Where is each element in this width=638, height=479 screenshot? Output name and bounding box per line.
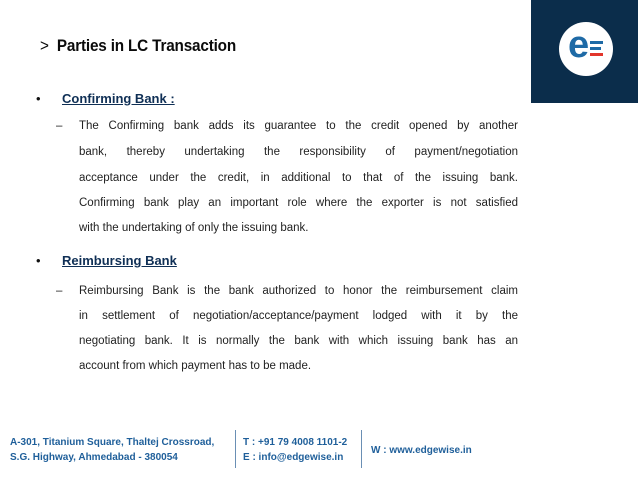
bullet-icon: • bbox=[36, 253, 41, 268]
footer-divider bbox=[235, 430, 236, 468]
text-line: The Confirming bank adds its guarantee to the credit opened by another bbox=[79, 120, 518, 132]
chevron-right-icon: > bbox=[40, 36, 49, 55]
text-line: account from which payment has to be made. bbox=[79, 360, 312, 372]
footer-divider bbox=[361, 430, 362, 468]
text-line: Reimbursing Bank is the bank authorized to honor the reimbursement claim bbox=[79, 285, 518, 297]
bullet-label: Reimbursing Bank bbox=[62, 253, 177, 268]
bullet-label: Confirming Bank : bbox=[62, 91, 175, 106]
email-link[interactable]: E : info@edgewise.in bbox=[243, 452, 344, 463]
dash-icon: – bbox=[56, 120, 63, 132]
text-line: in settlement of negotiation/acceptance/payment lodged with it by the bbox=[79, 310, 518, 322]
text-line: with the undertaking of only the issuing bank. bbox=[79, 222, 309, 234]
logo-letter: e bbox=[568, 24, 590, 66]
address-line: S.G. Highway, Ahmedabad - 380054 bbox=[10, 452, 178, 463]
text-line: Confirming bank play an important role where the exporter is not satisfied bbox=[79, 197, 518, 209]
logo-bar-icon bbox=[590, 53, 603, 56]
slide-title-text: Parties in LC Transaction bbox=[56, 36, 237, 55]
text-line: acceptance under the credit, in additional to that of the issuing bank. bbox=[79, 172, 518, 184]
dash-icon: – bbox=[56, 285, 63, 297]
slide-title bbox=[40, 36, 236, 56]
footer-address bbox=[10, 435, 214, 465]
text-line: bank, thereby undertaking the responsibility of payment/negotiation bbox=[79, 146, 518, 158]
logo-bar-icon bbox=[590, 47, 601, 50]
phone-text: T : +91 79 4008 1101-2 bbox=[243, 437, 348, 448]
footer-contact bbox=[243, 435, 347, 465]
bullet-icon: • bbox=[36, 91, 41, 106]
logo-bar-icon bbox=[590, 41, 603, 44]
text-line: negotiating bank. It is normally the bank with which issuing bank has an bbox=[79, 335, 518, 347]
edgewise-logo bbox=[559, 22, 613, 76]
logo-panel bbox=[531, 0, 638, 103]
website-link[interactable]: W : www.edgewise.in bbox=[371, 445, 472, 456]
address-line: A-301, Titanium Square, Thaltej Crossroad, bbox=[10, 437, 215, 448]
